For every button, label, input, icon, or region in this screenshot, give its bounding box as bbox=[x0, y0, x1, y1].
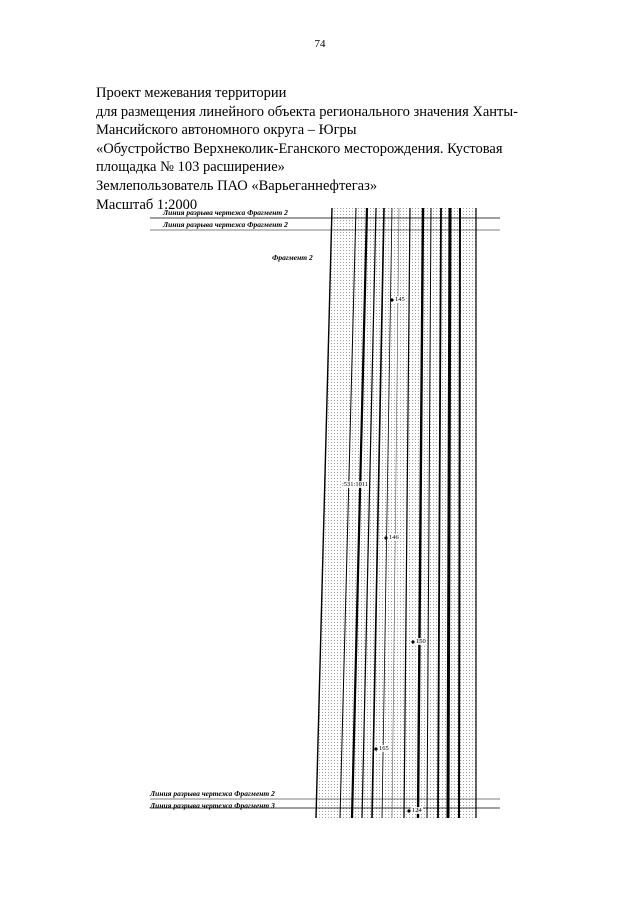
point-label-124: 124 bbox=[412, 807, 422, 814]
parcel-cadastral-label: :531:1011 bbox=[342, 481, 369, 488]
title-line-1: Проект межевания территории bbox=[96, 85, 287, 101]
point-label-150: 150 bbox=[416, 638, 426, 645]
point-label-145: 145 bbox=[395, 296, 405, 303]
utility-line-12 bbox=[459, 208, 460, 818]
title-line-2: для размещения линейного объекта регионального значения Ханты- bbox=[96, 103, 518, 120]
break-label-bottom-upper: Линия разрыва чертежа Фрагмент 2 bbox=[150, 789, 275, 798]
scale-line: Масштаб 1:2000 bbox=[96, 196, 198, 213]
title-line-5: площадка № 103 расширение» bbox=[96, 159, 285, 176]
title-line-3: Мансийского автономного округа – Югры bbox=[96, 122, 357, 139]
break-label-top-lower: Линия разрыва чертежа Фрагмент 2 bbox=[163, 220, 288, 229]
title-line-4: «Обустройство Верхнеколик-Еганского месторождения. Кустовая bbox=[96, 140, 503, 157]
fragment-label: Фрагмент 2 bbox=[272, 253, 313, 262]
land-user-line: Землепользователь ПАО «Варьеганнефтегаз» bbox=[96, 177, 378, 194]
point-label-146: 146 bbox=[389, 534, 399, 541]
break-label-top-upper: Линия разрыва чертежа Фрагмент 2 bbox=[163, 208, 288, 217]
utility-line-11 bbox=[448, 208, 450, 818]
break-label-bottom-lower: Линия разрыва чертежа Фрагмент 3 bbox=[150, 801, 275, 810]
point-label-165: 165 bbox=[379, 745, 389, 752]
page-number: 74 bbox=[314, 38, 326, 50]
